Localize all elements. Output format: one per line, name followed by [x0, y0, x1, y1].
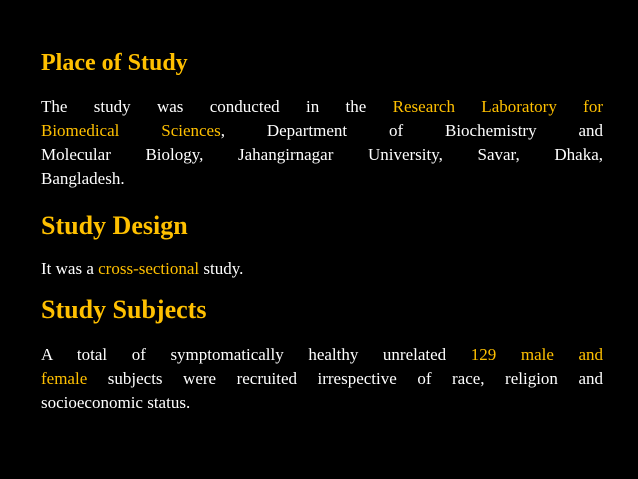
highlight-text: Biomedical Sciences — [41, 121, 221, 140]
text-line: It was a cross-sectional study. — [41, 259, 244, 278]
highlight-text: 129 male and — [470, 345, 603, 364]
highlight-text: cross-sectional — [98, 259, 200, 278]
heading-study-subjects: Study Subjects — [41, 295, 207, 324]
heading-place-of-study: Place of Study — [41, 50, 188, 76]
text-line: socioeconomic status. — [41, 393, 191, 412]
text-line: Biomedical Sciences, Department of Biochemistry and — [41, 121, 603, 140]
text-line: Bangladesh. — [41, 169, 125, 188]
heading-study-design: Study Design — [41, 211, 188, 240]
text-line: The study was conducted in the Research Laboratory for — [41, 97, 603, 116]
text-line: Molecular Biology, Jahangirnagar University, Savar, Dhaka, — [41, 145, 603, 164]
highlight-text: female — [41, 369, 88, 388]
paragraph-study-subjects — [41, 343, 603, 415]
paragraph-study-design — [41, 257, 603, 281]
text-line: female subjects were recruited irrespective of race, religion and — [41, 369, 603, 388]
paragraph-place-of-study — [41, 95, 603, 191]
text-line: A total of symptomatically healthy unrelated 129 male and — [41, 345, 603, 364]
highlight-text: Research Laboratory for — [392, 97, 603, 116]
